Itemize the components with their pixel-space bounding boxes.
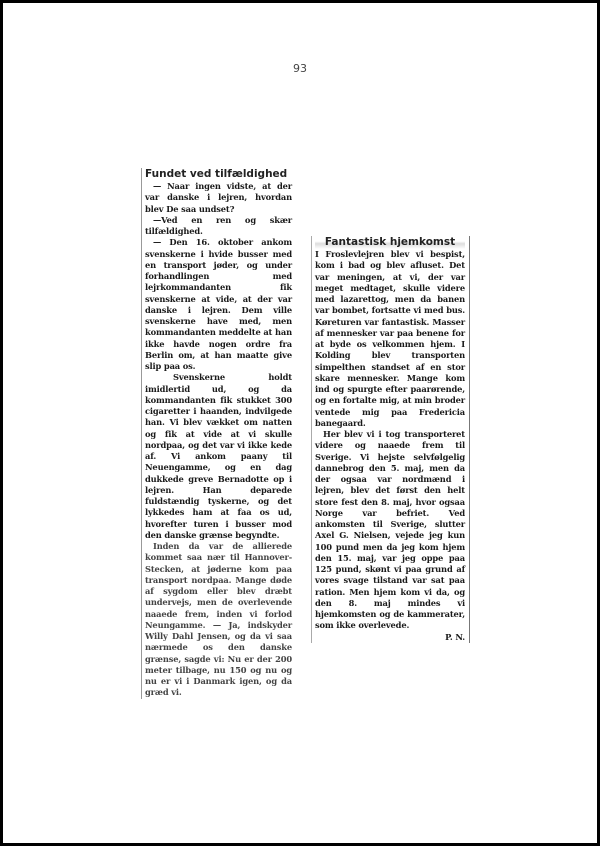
page-number: 93: [293, 62, 307, 75]
clipping-paragraph: I Froslevlejren blev vi bespist, kom i bad og blev afluset. Det var meningen, at vi, der var meget medtaget, skulle videre med lazarettog, men da banen var bombet, fortsatte vi med bus. Køreturen var fantastisk. Masser af mennesker var paa benene for at byde os velkommen hjem. I Kolding blev transporten simpelthen standset af en stor skare mennesker. Mange kom ind og spurgte efter paarørende, og en fortalte mig, at min broder ventede mig paa Fredericia banegaard.: [315, 249, 465, 428]
newspaper-clipping-right: [311, 236, 470, 643]
author-signature: P. N.: [445, 631, 465, 642]
clipping-headline: Fundet ved tilfældighed: [145, 168, 288, 180]
clipping-paragraph: Her blev vi i tog transporteret videre og naaede frem til Sverige. Vi hejste selvfølgelig dannebrog den 5. maj, men da der ogsaa var nordmænd i lejren, blev det først den helt store fest den 8. maj, hvor ogsaa Norge var befriet. Ved ankomsten til Sverige, slutter Axel G. Nielsen, vejede jeg kun 100 pund men da jeg kom hjem den 15. maj, var jeg oppe paa 125 pund, skønt vi paa grund af vores svage tilstand var sat paa ration. Men hjem kom vi da, og den 8. maj mindes vi hjemkomsten og de kammerater, som ikke overlevede.: [315, 429, 465, 631]
clipping-headline: Fantastisk hjemkomst: [315, 236, 465, 249]
clipping-paragraph: Inden da var de allierede kommet saa nær til Hannover-Stecken, at jøderne kom paa transport nordpaa. Mange døde af sygdom eller blev dræbt undervejs, men de overlevende naaede frem, inden vi forlod Neungamme. — Ja, indskyder Willy Dahl Jensen, og da vi saa nærmede os den danske grænse, sagde vi: Nu er der 200 meter tilbage, nu 150 og nu og nu er vi i Danmark igen, og da græd vi.: [145, 541, 292, 698]
clipping-paragraph: —Ved en ren og skær tilfældighed.: [145, 214, 292, 236]
clipping-signature-row: [315, 632, 465, 643]
clipping-paragraph: — Den 16. oktober ankom svenskerne i hvide busser med en transport jøder, og under forhandlingen med lejrkommandanten fik svenskerne at vide, at der var danske i lejren. Dem ville svenskerne have med, men kommandanten meddelte at han ikke havde nogen ordre fra Berlin om, at han maatte give slip paa os.: [145, 237, 292, 371]
newspaper-clipping-left: [141, 168, 292, 699]
document-page: [3, 3, 597, 843]
clipping-paragraph: — Naar ingen vidste, at der var danske i lejren, hvordan blev De saa undset?: [145, 181, 292, 214]
clipping-paragraph: Svenskerne holdt imidlertid ud, og da kommandanten fik stukket 300 cigaretter i haanden, indvilgede han. Vi blev vækket om natten og fik at vide at vi skulle nordpaa, og det var vi ikke kede af. Vi ankom paany til Neuengamme, og en dag dukkede greve Bernadotte op i lejren. Han deparede fuldstændig tyskerne, og det lykkedes ham at faa os ud, hvorefter turen i busser mod den danske grænse begyndte.: [145, 372, 292, 540]
